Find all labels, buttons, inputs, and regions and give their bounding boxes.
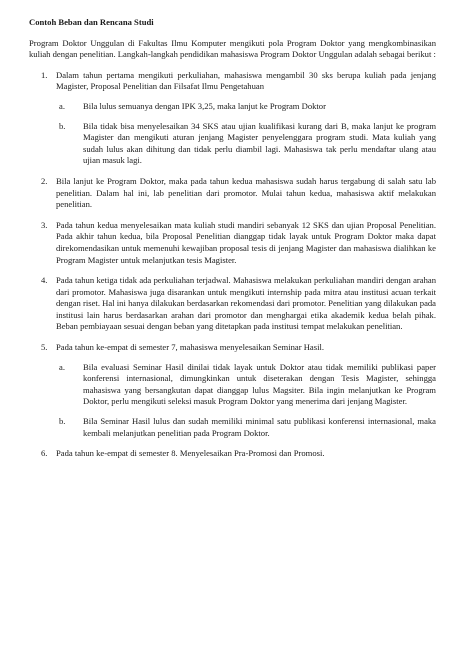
list-item-5	[29, 342, 436, 439]
list-item-text: Bila lanjut ke Program Doktor, maka pada tahun kedua mahasiswa sudah harus tergabung di salah satu lab penelitian. Dalam hal ini, lab penelitian dari promotor. Mulai tahun kedua, mahasiswa aktif melakukan penelitian.	[56, 175, 436, 210]
sub-list	[56, 362, 436, 440]
sub-letter: a.	[59, 100, 65, 111]
list-item-text: Pada tahun kedua menyelesaikan mata kuliah studi mandiri sebanyak 12 SKS dan ujian Proposal Penelitian. Pada akhir tahun kedua, bila Proposal Penelitian dianggap tidak layak untuk Program Doktor maka dapat direkomendasikan untuk memenuhi kewajiban proposal tesis di jenjang Magister dan mahasiswa dialihkan ke Program Magister untuk melanjutkan tesis Magister.	[56, 219, 436, 265]
sub-item-1a	[56, 101, 436, 113]
list-number: 2.	[41, 175, 48, 186]
sub-item-text: Bila Seminar Hasil lulus dan sudah memiliki minimal satu publikasi konferensi internasional, maka kembali melanjutkan penelitian pada Program Doktor.	[83, 416, 436, 438]
list-number: 5.	[41, 342, 48, 353]
list-number: 3.	[41, 219, 48, 230]
list-item-6	[29, 448, 436, 460]
list-item-2	[29, 176, 436, 211]
list-number: 4.	[41, 275, 48, 286]
sub-letter: b.	[59, 120, 66, 131]
list-number: 6.	[41, 448, 48, 459]
intro-paragraph: Program Doktor Unggulan di Fakultas Ilmu Komputer mengikuti pola Program Doktor yang mengkombinasikan kuliah dengan penelitian. Langkah-langkah pendidikan mahasiswa Program Doktor Unggulan adalah sebagai berikut :	[29, 37, 436, 60]
sub-letter: b.	[59, 416, 66, 427]
sub-item-1b	[56, 121, 436, 167]
list-item-text: Pada tahun ke-empat di semester 7, mahasiswa menyelesaikan Seminar Hasil.	[56, 342, 324, 353]
list-item-text: Dalam tahun pertama mengikuti perkuliahan, mahasiswa mengambil 30 sks berupa kuliah pada jenjang Magister, Proposal Penelitian dan Filsafat Ilmu Pengetahuan	[56, 69, 436, 92]
list-item-text: Pada tahun ke-empat di semester 8. Menyelesaikan Pra-Promosi dan Promosi.	[56, 448, 325, 459]
sub-letter: a.	[59, 361, 65, 372]
sub-item-text: Bila lulus semuanya dengan IPK 3,25, maka lanjut ke Program Doktor	[83, 100, 326, 111]
sub-item-5a	[56, 362, 436, 408]
list-item-text: Pada tahun ketiga tidak ada perkuliahan terjadwal. Mahasiswa melakukan perkuliahan mandiri dengan arahan dari promotor. Mahasiswa juga disarankan untuk mengikuti internship pada mitra atau institusi acuan terkait dengan riset. Hal ini hanya dilakukan berdasarkan rekomendasi dari promotor. Penelitian yang dilakukan pada institusi lain harus berdasarkan arahan dari promotor dan menghargai etika akademik kedua belah pihak. Beban pembiayaan sesuai dengan beban yang ditetapkan pada institusi tempat melakukan penelitian.	[56, 275, 436, 332]
sub-item-text: Bila evaluasi Seminar Hasil dinilai tidak layak untuk Doktor atau tidak memiliki publikasi paper konferensi internasional, dimungkinkan untuk diseterakan dengan Tesis Magister, sehingga mahasiswa yang bersangkutan dapat dianggap lulus Magsiter. Bila ingin melanjutkan ke Program Doktor, perlu mengikuti seleksi masuk Program Doktor yang menerima dari jenjang Magister.	[83, 361, 436, 407]
list-item-1	[29, 70, 436, 167]
sub-item-text: Bila tidak bisa menyelesaikan 34 SKS atau ujian kualifikasi kurang dari B, maka lanjut ke program Magister dan mengikuti aturan jenjang Magister penyelenggara program studi. Mata kuliah yang sudah lulus akan dihitung dan tidak perlu diambil lagi. Mahasiswa tak perlu mendaftar ulang atau ujian masuk lagi.	[83, 120, 436, 166]
sub-list	[56, 101, 436, 167]
list-item-3	[29, 220, 436, 266]
list-number: 1.	[41, 69, 48, 80]
sub-item-5b	[56, 416, 436, 439]
list-item-4	[29, 275, 436, 333]
document-title: Contoh Beban dan Rencana Studi	[29, 17, 154, 27]
